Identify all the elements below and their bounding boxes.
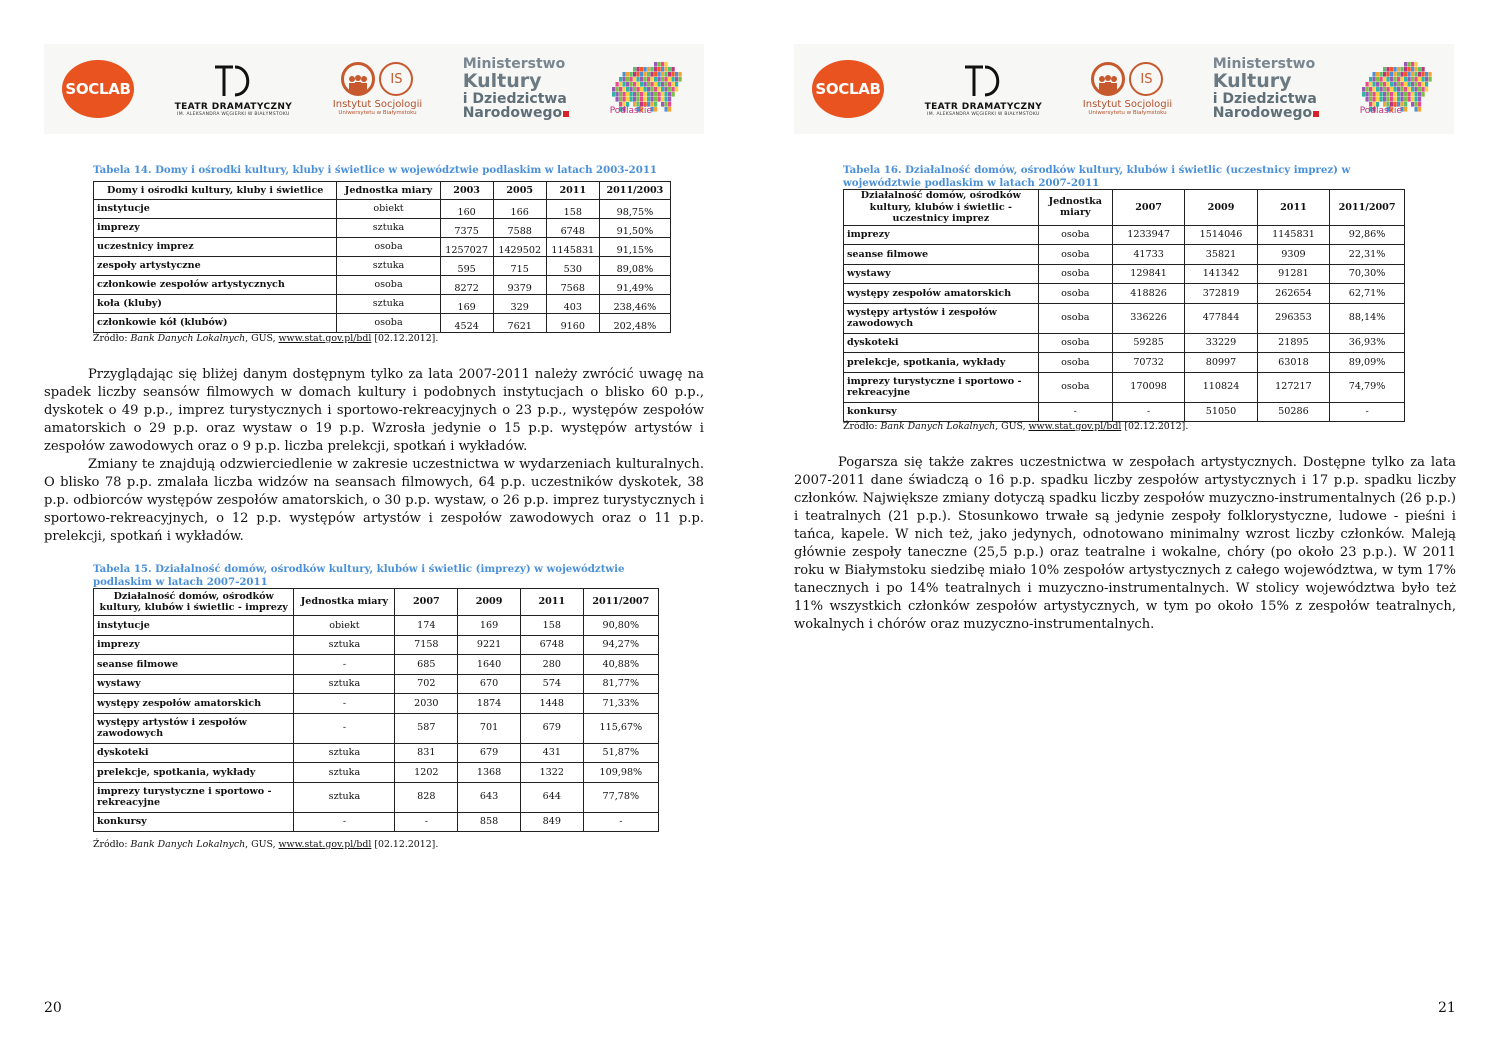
table-cell: sztuka <box>337 219 440 238</box>
table-cell: 62,71% <box>1330 284 1405 304</box>
table-cell: 595 <box>440 257 493 276</box>
table-cell: 9160 <box>546 314 599 333</box>
table-cell: 90,80% <box>583 616 658 636</box>
instytut-socjologii-logo: IS Instytut Socjologii Uniwersytetu w Białymstoku <box>333 62 422 116</box>
table-cell: osoba <box>1038 353 1112 373</box>
table-cell: 169 <box>440 295 493 314</box>
table-cell: występy zespołów amatorskich <box>844 284 1039 304</box>
table-row <box>94 694 659 714</box>
table-row <box>844 333 1405 353</box>
column-header: Jednostka miary <box>1038 190 1112 226</box>
table-cell: 530 <box>546 257 599 276</box>
table-cell: 831 <box>395 743 458 763</box>
table-cell: 679 <box>458 743 521 763</box>
table-cell: 80997 <box>1185 353 1257 373</box>
table-cell: 169 <box>458 616 521 636</box>
table-cell: 1202 <box>395 763 458 783</box>
table-cell: osoba <box>1038 245 1112 265</box>
column-header: 2011 <box>546 182 599 200</box>
table-cell: dyskoteki <box>844 333 1039 353</box>
ministerstwo-logo: Ministerstwo Kultury i Dziedzictwa Narodowego <box>463 57 569 121</box>
table-cell: członkowie kół (klubów) <box>94 314 337 333</box>
page-number: 20 <box>44 1000 62 1016</box>
table-header-row <box>844 190 1405 226</box>
table-cell: 36,93% <box>1330 333 1405 353</box>
table-row <box>94 713 659 743</box>
table-row <box>844 353 1405 373</box>
column-header: Działalność domów, ośrodków kultury, klubów i świetlic - imprezy <box>94 589 294 616</box>
table-14 <box>93 181 671 333</box>
table-cell: 418826 <box>1112 284 1184 304</box>
table-row <box>94 616 659 636</box>
table-cell: 22,31% <box>1330 245 1405 265</box>
table-cell: 158 <box>520 616 583 636</box>
table-cell: - <box>294 812 395 832</box>
soclab-logo: SOCLAB <box>62 60 134 118</box>
table-cell: 40,88% <box>583 655 658 675</box>
table-cell: koła (kluby) <box>94 295 337 314</box>
table-cell: osoba <box>337 276 440 295</box>
table-row <box>94 763 659 783</box>
table-cell: 8272 <box>440 276 493 295</box>
table-cell: 1368 <box>458 763 521 783</box>
table-cell: 849 <box>520 812 583 832</box>
table-cell: instytucje <box>94 616 294 636</box>
table-cell: wystawy <box>94 674 294 694</box>
table-cell: 587 <box>395 713 458 743</box>
table-cell: seanse filmowe <box>844 245 1039 265</box>
soclab-logo: SOCLAB <box>812 60 884 118</box>
podlaskie-logo: Podlaskie <box>610 62 686 116</box>
table-cell: 50286 <box>1257 402 1329 422</box>
table-cell: osoba <box>1038 372 1112 402</box>
table-cell: 88,14% <box>1330 303 1405 333</box>
paragraph: Zmiany te znajdują odzwierciedlenie w zakresie uczestnictwa w wydarzeniach kulturalnych. O blisko 78 p.p. zmalała liczba widzów na seansach filmowych, 64 p.p. uczestników dyskotek, 38 p.p. odbiorców występów zespołów amatorskich, o 30 p.p. wystaw, o 26 p.p. imprez turystycznych i sportowo-rekreacyjnych, o 12 p.p. występów artystów i zespołów zawodowych oraz o 11 p.p. prelekcji, spotkań i wykładów. <box>44 457 704 544</box>
table-cell: 89,09% <box>1330 353 1405 373</box>
table-cell: 89,08% <box>599 257 670 276</box>
table-cell: 1257027 <box>440 238 493 257</box>
table-16-source: Źródło: Bank Danych Lokalnych, GUS, www.stat.gov.pl/bdl [02.12.2012]. <box>843 421 1189 432</box>
table-cell: 91,50% <box>599 219 670 238</box>
table-cell: 1874 <box>458 694 521 714</box>
table-cell: 372819 <box>1185 284 1257 304</box>
table-cell: konkursy <box>94 812 294 832</box>
table-row <box>844 245 1405 265</box>
table-cell: 9379 <box>493 276 546 295</box>
right-body-text <box>794 454 1456 634</box>
table-cell: 4524 <box>440 314 493 333</box>
column-header: Działalność domów, ośrodków kultury, klubów i świetlic - uczestnicy imprez <box>844 190 1039 226</box>
table-cell: - <box>1038 402 1112 422</box>
table-cell: - <box>1112 402 1184 422</box>
table-cell: 81,77% <box>583 674 658 694</box>
table-cell: - <box>583 812 658 832</box>
table-cell: 9309 <box>1257 245 1329 265</box>
table-row <box>844 284 1405 304</box>
table-cell: osoba <box>1038 303 1112 333</box>
table-row <box>94 635 659 655</box>
table-cell: osoba <box>337 314 440 333</box>
table-cell: 1322 <box>520 763 583 783</box>
table-cell: 670 <box>458 674 521 694</box>
table-cell: 329 <box>493 295 546 314</box>
column-header: 2011/2003 <box>599 182 670 200</box>
ministerstwo-logo: Ministerstwo Kultury i Dziedzictwa Narodowego <box>1213 57 1319 121</box>
table-cell: 160 <box>440 200 493 219</box>
table-cell: 51,87% <box>583 743 658 763</box>
table-cell: występy artystów i zespołów zawodowych <box>844 303 1039 333</box>
column-header: 2005 <box>493 182 546 200</box>
table-cell: imprezy turystyczne i sportowo - rekreacyjne <box>94 782 294 812</box>
table-cell: członkowie zespołów artystycznych <box>94 276 337 295</box>
table-cell: 2030 <box>395 694 458 714</box>
table-cell: 296353 <box>1257 303 1329 333</box>
column-header: 2011 <box>1257 190 1329 226</box>
table-cell: występy artystów i zespołów zawodowych <box>94 713 294 743</box>
table-cell: dyskoteki <box>94 743 294 763</box>
logo-bar <box>44 44 704 134</box>
table-cell: osoba <box>337 238 440 257</box>
column-header: 2011/2007 <box>1330 190 1405 226</box>
table-row <box>94 674 659 694</box>
table-cell: zespoły artystyczne <box>94 257 337 276</box>
source-link[interactable]: www.stat.gov.pl/bdl <box>278 333 372 344</box>
table-row <box>844 264 1405 284</box>
source-link[interactable]: www.stat.gov.pl/bdl <box>1028 421 1122 432</box>
table-cell: prelekcje, spotkania, wykłady <box>94 763 294 783</box>
column-header: Jednostka miary <box>294 589 395 616</box>
table-cell: prelekcje, spotkania, wykłady <box>844 353 1039 373</box>
table-cell: 702 <box>395 674 458 694</box>
table-cell: 1145831 <box>546 238 599 257</box>
table-cell: 477844 <box>1185 303 1257 333</box>
table-cell: sztuka <box>294 763 395 783</box>
table-cell: 262654 <box>1257 284 1329 304</box>
table-row <box>94 238 671 257</box>
table-cell: 7158 <box>395 635 458 655</box>
table-cell: 1448 <box>520 694 583 714</box>
table-cell: 715 <box>493 257 546 276</box>
teatr-dramatyczny-logo: TEATR DRAMATYCZNY IM. ALEKSANDRA WĘGIERKI W BIAŁYMSTOKU <box>175 62 293 117</box>
table-cell: 336226 <box>1112 303 1184 333</box>
table-cell: 1640 <box>458 655 521 675</box>
table-cell: 51050 <box>1185 402 1257 422</box>
table-cell: 33229 <box>1185 333 1257 353</box>
table-row <box>94 276 671 295</box>
table-cell: 7588 <box>493 219 546 238</box>
table-cell: 77,78% <box>583 782 658 812</box>
column-header: 2007 <box>395 589 458 616</box>
table-16-caption: Tabela 16. Działalność domów, ośrodków kultury, klubów i świetlic (uczestnicy imprez) w województwie podlaskim w latach 2007-2011 <box>843 164 1351 189</box>
table-cell: 59285 <box>1112 333 1184 353</box>
table-cell: konkursy <box>844 402 1039 422</box>
table-cell: 170098 <box>1112 372 1184 402</box>
table-row <box>94 812 659 832</box>
table-cell: 6748 <box>546 219 599 238</box>
table-cell: instytucje <box>94 200 337 219</box>
table-cell: 7568 <box>546 276 599 295</box>
table-cell: 98,75% <box>599 200 670 219</box>
right-page <box>750 0 1500 1061</box>
table-cell: sztuka <box>337 295 440 314</box>
table-cell: 91,15% <box>599 238 670 257</box>
table-cell: - <box>294 713 395 743</box>
table-cell: 7621 <box>493 314 546 333</box>
column-header: 2011 <box>520 589 583 616</box>
table-header-row <box>94 182 671 200</box>
table-cell: 63018 <box>1257 353 1329 373</box>
table-cell: 679 <box>520 713 583 743</box>
table-cell: 431 <box>520 743 583 763</box>
table-cell: 91281 <box>1257 264 1329 284</box>
table-cell: osoba <box>1038 264 1112 284</box>
table-cell: imprezy turystyczne i sportowo - rekreacyjne <box>844 372 1039 402</box>
table-cell: 110824 <box>1185 372 1257 402</box>
column-header: 2009 <box>1185 190 1257 226</box>
table-cell: 35821 <box>1185 245 1257 265</box>
table-cell: 70,30% <box>1330 264 1405 284</box>
table-16 <box>843 189 1405 422</box>
table-14-source: Źródło: Bank Danych Lokalnych, GUS, www.stat.gov.pl/bdl [02.12.2012]. <box>93 333 439 344</box>
table-cell: 202,48% <box>599 314 670 333</box>
table-14-caption: Tabela 14. Domy i ośrodki kultury, kluby i świetlice w województwie podlaskim w latach 2003-2011 <box>93 164 657 176</box>
table-cell: 141342 <box>1185 264 1257 284</box>
table-cell: 574 <box>520 674 583 694</box>
table-cell: 9221 <box>458 635 521 655</box>
table-cell: 403 <box>546 295 599 314</box>
table-cell: osoba <box>1038 333 1112 353</box>
table-cell: 685 <box>395 655 458 675</box>
table-15-source: Źródło: Bank Danych Lokalnych, GUS, www.stat.gov.pl/bdl [02.12.2012]. <box>93 839 439 850</box>
table-cell: sztuka <box>294 635 395 655</box>
table-cell: 643 <box>458 782 521 812</box>
table-cell: 109,98% <box>583 763 658 783</box>
table-cell: 166 <box>493 200 546 219</box>
table-cell: 238,46% <box>599 295 670 314</box>
table-cell: 280 <box>520 655 583 675</box>
table-cell: 74,79% <box>1330 372 1405 402</box>
left-body-text <box>44 366 704 546</box>
table-15 <box>93 588 659 832</box>
table-row <box>94 655 659 675</box>
paragraph: Przyglądając się bliżej danym dostępnym tylko za lata 2007-2011 należy zwrócić uwagę na spadek liczby seansów filmowych w domach kultury i podobnych instytucjach o blisko 60 p.p., dyskotek o 49 p.p., imprez turystycznych i sportowo-rekreacyjnych o 23 p.p., występów zespołów amatorskich o 29 p.p. oraz wystaw o 19 p.p. Wzrosła jedynie o 15 p.p. występów artystów i zespołów zawodowych oraz o 9 p.p. liczba prelekcji, spotkań i wykładów. <box>44 367 704 454</box>
table-row <box>844 402 1405 422</box>
table-cell: sztuka <box>294 674 395 694</box>
table-cell: uczestnicy imprez <box>94 238 337 257</box>
column-header: 2003 <box>440 182 493 200</box>
table-cell: wystawy <box>844 264 1039 284</box>
table-cell: imprezy <box>94 635 294 655</box>
table-cell: 644 <box>520 782 583 812</box>
table-cell: 7375 <box>440 219 493 238</box>
instytut-socjologii-logo: IS Instytut Socjologii Uniwersytetu w Białymstoku <box>1083 62 1172 116</box>
table-cell: sztuka <box>294 743 395 763</box>
column-header: Domy i ośrodki kultury, kluby i świetlice <box>94 182 337 200</box>
table-row <box>844 303 1405 333</box>
column-header: 2009 <box>458 589 521 616</box>
table-cell: - <box>294 655 395 675</box>
table-cell: 92,86% <box>1330 225 1405 245</box>
column-header: Jednostka miary <box>337 182 440 200</box>
table-row <box>844 225 1405 245</box>
table-cell: obiekt <box>294 616 395 636</box>
table-cell: imprezy <box>94 219 337 238</box>
table-cell: 174 <box>395 616 458 636</box>
table-cell: sztuka <box>294 782 395 812</box>
table-row <box>94 314 671 333</box>
table-cell: 21895 <box>1257 333 1329 353</box>
column-header: 2007 <box>1112 190 1184 226</box>
table-cell: 6748 <box>520 635 583 655</box>
table-row <box>94 257 671 276</box>
table-cell: - <box>1330 402 1405 422</box>
table-cell: 127217 <box>1257 372 1329 402</box>
table-row <box>94 743 659 763</box>
table-cell: 701 <box>458 713 521 743</box>
table-cell: 858 <box>458 812 521 832</box>
table-cell: - <box>395 812 458 832</box>
table-header-row <box>94 589 659 616</box>
podlaskie-logo: Podlaskie <box>1360 62 1436 116</box>
table-row <box>94 782 659 812</box>
source-link[interactable]: www.stat.gov.pl/bdl <box>278 839 372 850</box>
table-cell: 1233947 <box>1112 225 1184 245</box>
table-cell: 91,49% <box>599 276 670 295</box>
table-row <box>94 295 671 314</box>
table-cell: 70732 <box>1112 353 1184 373</box>
logo-bar <box>794 44 1454 134</box>
table-cell: 71,33% <box>583 694 658 714</box>
table-cell: seanse filmowe <box>94 655 294 675</box>
table-cell: 1429502 <box>493 238 546 257</box>
table-cell: 158 <box>546 200 599 219</box>
table-row <box>844 372 1405 402</box>
table-cell: - <box>294 694 395 714</box>
table-cell: imprezy <box>844 225 1039 245</box>
table-cell: obiekt <box>337 200 440 219</box>
table-cell: 1514046 <box>1185 225 1257 245</box>
teatr-dramatyczny-logo: TEATR DRAMATYCZNY IM. ALEKSANDRA WĘGIERKI W BIAŁYMSTOKU <box>925 62 1043 117</box>
table-cell: sztuka <box>337 257 440 276</box>
table-row <box>94 219 671 238</box>
table-cell: 1145831 <box>1257 225 1329 245</box>
table-cell: 115,67% <box>583 713 658 743</box>
table-cell: osoba <box>1038 284 1112 304</box>
table-15-caption: Tabela 15. Działalność domów, ośrodków kultury, klubów i świetlic (imprezy) w województwie podlaskim w latach 2007-2011 <box>93 563 625 588</box>
table-cell: występy zespołów amatorskich <box>94 694 294 714</box>
table-cell: osoba <box>1038 225 1112 245</box>
paragraph: Pogarsza się także zakres uczestnictwa w zespołach artystycznych. Dostępne tylko za lata 2007-2011 dane świadczą o 16 p.p. spadku liczby zespołów artystycznych i 17 p.p. spadku liczby członków. Największe zmiany dotyczą spadku liczby zespołów muzyczno-instrumentalnych (26 p.p.) i teatralnych (21 p.p.). Stosunkowo trwałe są jedynie zespoły folklorystyczne, ludowe - pieśni i tańca, kapele. W nich też, jako jedynych, odnotowano minimalny wzrost liczby członków. Maleją głównie zespoły taneczne (25,5 p.p.) oraz teatralne i wokalne, chóry (po około 23 p.p.). W 2011 roku w Białymstoku siedzibę miało 10% zespołów artystycznych z całego województwa, w tym 17% tanecznych i po 14% teatralnych i muzyczno-instrumentalnych. W stolicy województwa było też 11% wszystkich członków zespołów artystycznych, w tym po około 15% z zespołów teatralnych, wokalnych i chórów oraz muzyczno-instrumentalnych. <box>794 455 1456 632</box>
table-row <box>94 200 671 219</box>
table-cell: 41733 <box>1112 245 1184 265</box>
table-cell: 94,27% <box>583 635 658 655</box>
table-cell: 129841 <box>1112 264 1184 284</box>
page-number: 21 <box>1438 1000 1456 1016</box>
table-cell: 828 <box>395 782 458 812</box>
column-header: 2011/2007 <box>583 589 658 616</box>
